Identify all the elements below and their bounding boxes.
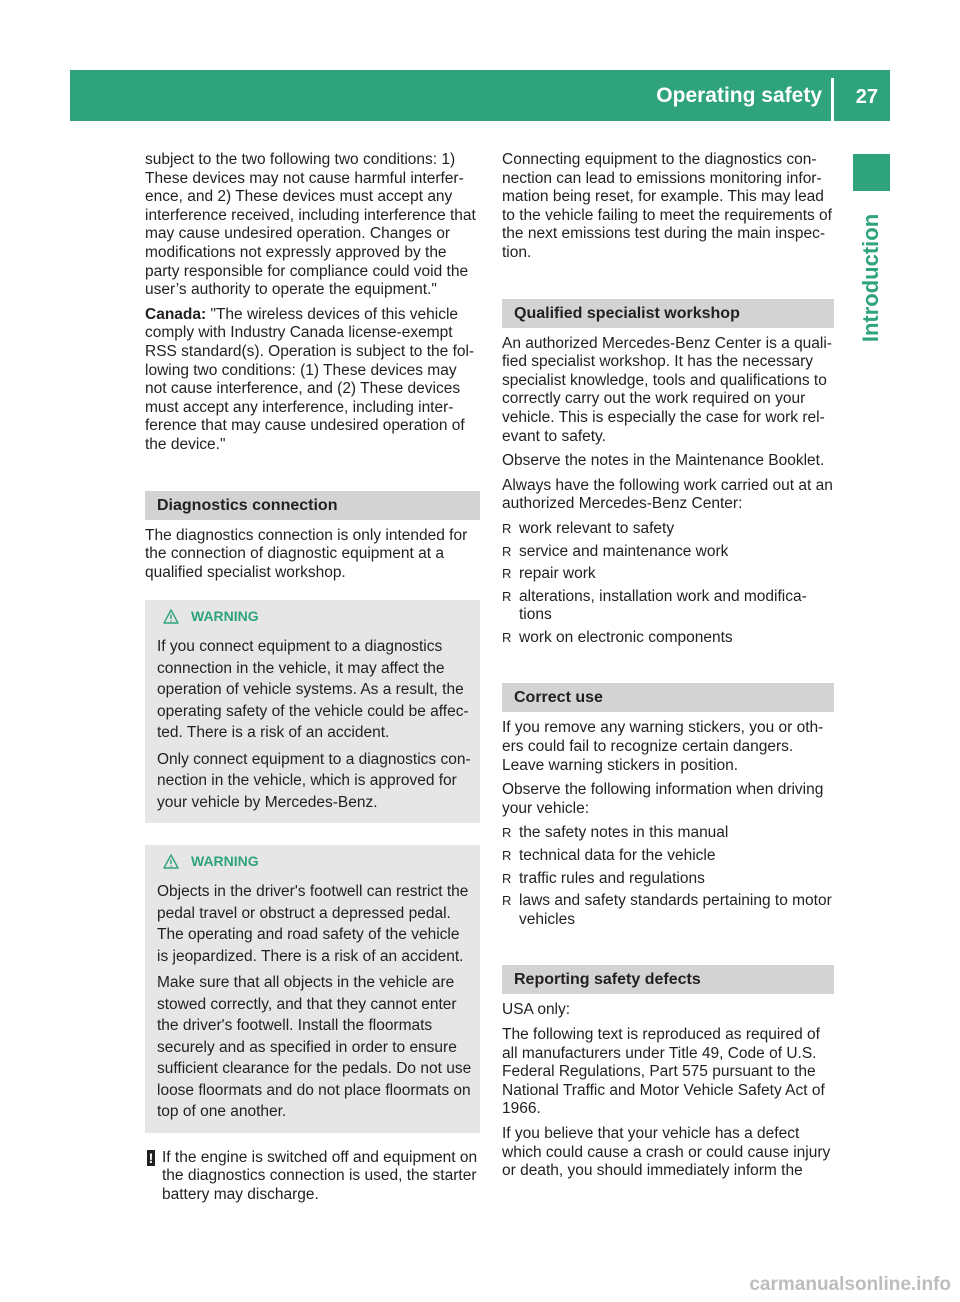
page-section-title: Operating safety [656,84,822,107]
section-heading-correct-use: Correct use [502,683,834,712]
paragraph: USA only: [502,1001,571,1019]
warning-title [157,608,474,624]
list-item: R service and maintenance work [502,542,729,560]
list-item: R the safety notes in this manual [502,824,729,842]
bullet-icon: R [502,566,512,582]
bullet-icon: R [502,848,512,864]
canada-text: "The wireless devices of this vehicle comply with Industry Canada license-exempt RSS standard(s). Operation is subject to the fol-lowing two conditions: (1) These devices may not cause interference, and (2) These devices must accept any interference, including inter-ference that may cause undesired operation of the device." [145,305,475,453]
bullet-icon: R [502,870,512,886]
warning-title-text: WARNING [191,853,259,870]
header-bar [70,70,890,121]
warning-triangle-icon [163,854,179,869]
bullet-icon: R [502,825,512,841]
list-item: R alterations, installation work and modifica-tions [502,587,807,624]
warning-paragraph: Make sure that all objects in the vehicle are stowed correctly, and that they cannot enter the driver's footwell. Install the floormats securely and as specified in order to ensure sufficient clearance for the pedals. Do not use loose floormats and do not place floormats on top of one another. [157,974,472,1121]
paragraph: Always have the following work carried out at an authorized Mercedes-Benz Center: [502,476,833,513]
list-item: R work relevant to safety [502,519,675,537]
section-heading-qualified-workshop: Qualified specialist workshop [502,299,834,328]
left-column [145,151,480,1205]
driving-info-list [502,824,834,929]
bullet-icon: R [502,629,512,645]
right-column [502,151,834,1187]
warning-paragraph: Only connect equipment to a diagnostics con-nection in the vehicle, which is approved for your vehicle by Mercedes-Benz. [157,750,471,811]
list-item: R traffic rules and regulations [502,869,705,887]
chapter-label: Introduction [858,213,883,343]
watermark: carmanualsonline.info [749,1274,951,1295]
list-item: R laws and safety standards pertaining to motor vehicles [502,892,832,928]
warning-box-footwell [145,845,480,1133]
note-text: If the engine is switched off and equipment on the diagnostics connection is used, the starter battery may discharge. [162,1148,478,1203]
paragraph: An authorized Mercedes-Benz Center is a quali-fied specialist workshop. It has the necessary specialist knowledge, tools and qualifications to correctly carry out the work required on your vehicle. This is especially the case for work rel-evant to safety. [502,334,832,445]
workshop-work-list [502,520,834,648]
intro-paragraph: Connecting equipment to the diagnostics con-nection can lead to emissions monitoring infor-mation being reset, for example. This may lead to the vehicle failing to meet the requirements of the next emissions test during the main inspec-tion. [502,151,832,261]
bullet-icon: R [502,588,512,604]
section-heading-diagnostics: Diagnostics connection [145,491,480,520]
paragraph: If you remove any warning stickers, you or oth-ers could fail to recognize certain dangers. Leave warning stickers in position. [502,719,824,774]
paragraph: Observe the notes in the Maintenance Booklet. [502,452,825,470]
warning-paragraph: If you connect equipment to a diagnostics connection in the vehicle, it may affect the operation of vehicle systems. As a result, the operating safety of the vehicle could be affec-ted. There is a risk of an accident. [157,638,469,742]
warning-box-diagnostics [145,600,480,823]
list-item: R technical data for the vehicle [502,847,716,865]
paragraph: The following text is reproduced as required of all manufacturers under Title 49, Code of U.S. Federal Regulations, Part 575 pursuant to the National Traffic and Motor Vehicle Safety Act of 1966. [502,1026,825,1118]
warning-triangle-icon [163,609,179,624]
paragraph: If you believe that your vehicle has a defect which could cause a crash or could cause injury or death, you should immediately inform the [502,1124,831,1180]
exclamation-icon: ! [148,1149,154,1166]
list-item: R work on electronic components [502,628,733,646]
paragraph: Observe the following information when driving your vehicle: [502,781,824,817]
list-item: R repair work [502,565,596,583]
warning-title-text: WARNING [191,608,259,625]
intro-paragraph: subject to the two following two conditions: 1) These devices may not cause harmful interfer-ence, and 2) These devices must accept any interference received, including interference that may cause undesired operation. Changes or modifications not expressly approved by the party responsible for compliance could void the user’s authority to operate the equipment." [145,151,476,299]
section-heading-reporting-defects: Reporting safety defects [502,965,834,994]
warning-paragraph: Objects in the driver's footwell can restrict the pedal travel or obstruct a depressed pedal. The operating and road safety of the vehicle is jeopardized. There is a risk of an accident. [157,883,469,965]
canada-label: Canada: [145,305,207,323]
warning-title [157,853,474,869]
diagnostics-paragraph: The diagnostics connection is only intended for the connection of diagnostic equipment at a qualified specialist workshop. [145,526,468,581]
canada-paragraph [145,306,480,455]
bullet-icon: R [502,543,512,559]
header-divider [831,78,834,121]
page-number: 27 [855,86,878,108]
bullet-icon: R [502,520,512,536]
note-paragraph [145,1149,480,1205]
bullet-icon: R [502,893,512,909]
chapter-tab-marker [853,154,890,191]
